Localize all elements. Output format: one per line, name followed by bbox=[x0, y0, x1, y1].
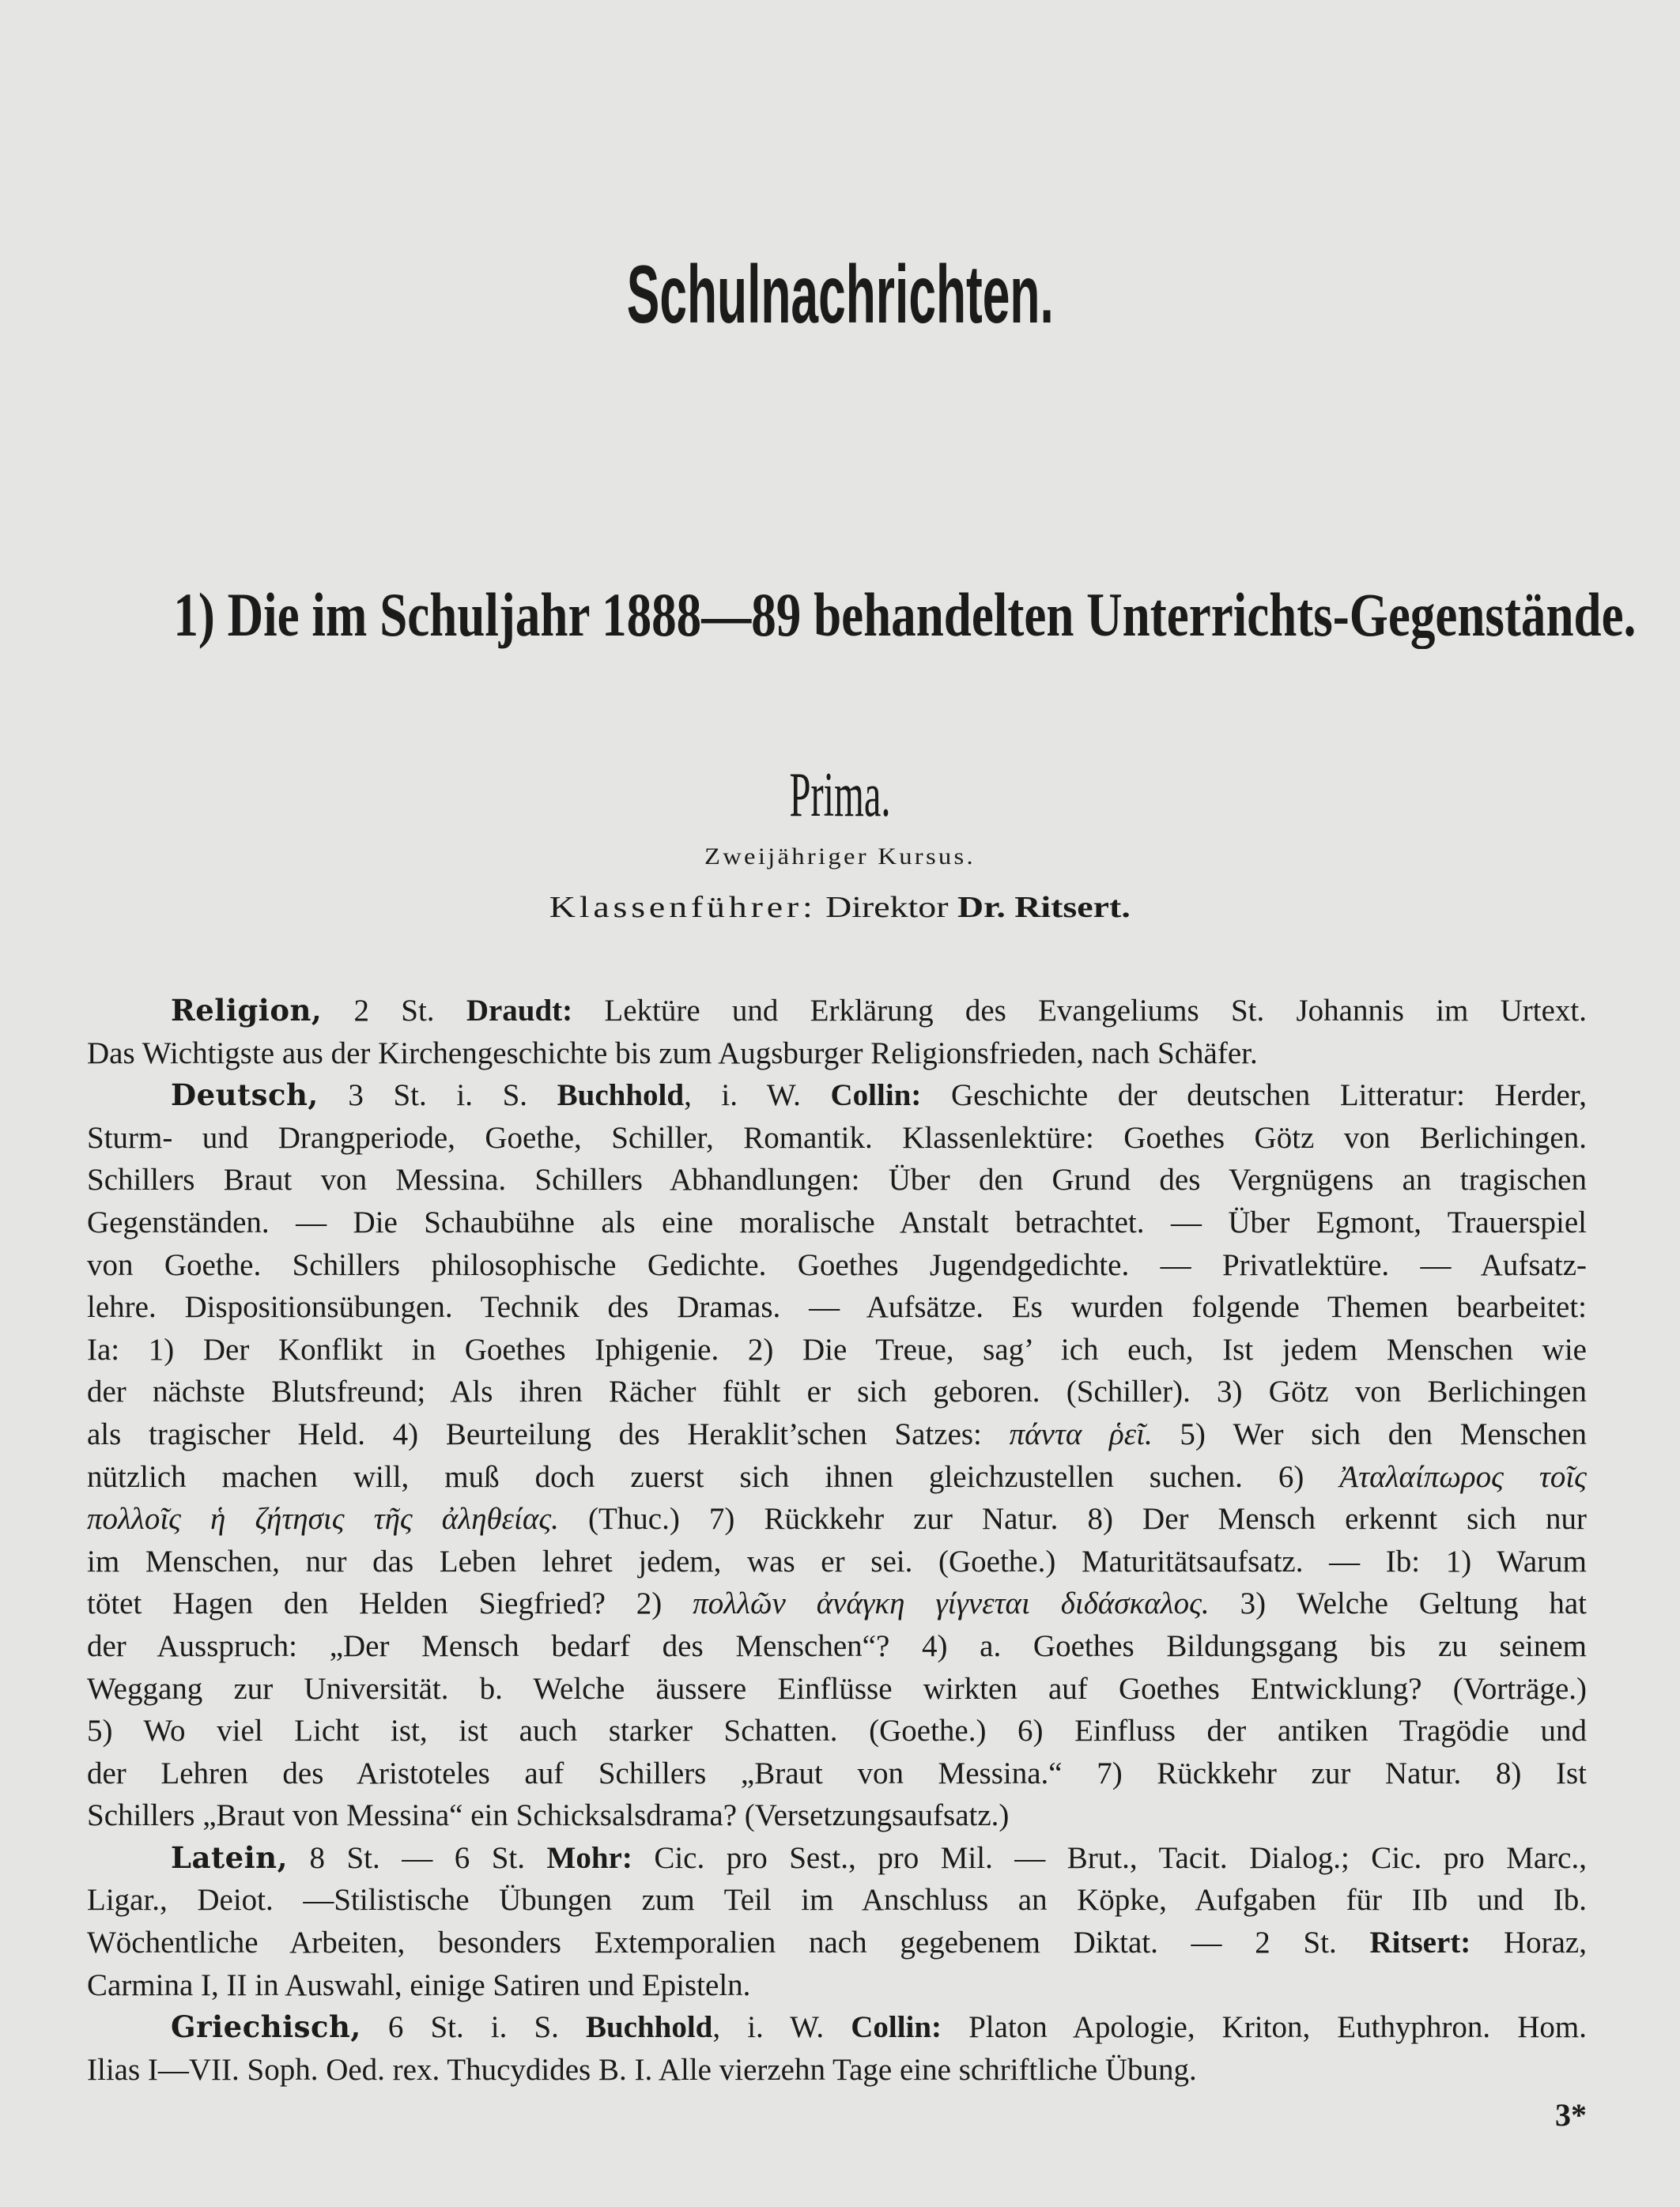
section-title: Schulnachrichten. bbox=[626, 249, 1054, 341]
text-run: tötet Hagen den Helden Siegfried? 2) bbox=[87, 1586, 693, 1621]
text-run: 3 St. i. S. bbox=[318, 1078, 557, 1113]
text-line bbox=[87, 1752, 1587, 1795]
teacher-name: Collin: bbox=[830, 1078, 922, 1113]
paragraph-griechisch bbox=[87, 2006, 1587, 2091]
class-leader-wrap bbox=[0, 888, 1680, 926]
course-line-wrap bbox=[0, 843, 1680, 871]
class-leader-label: Klassenführer: bbox=[549, 891, 817, 924]
class-heading: Prima. bbox=[789, 760, 891, 830]
subject-label: Griechisch, bbox=[171, 2009, 361, 2045]
subject-paragraphs bbox=[87, 990, 1587, 2091]
text-run: Das Wichtigste aus der Kirchengeschichte bis zum Augsburger Religionsfrieden, nach Schäfer. bbox=[87, 1036, 1258, 1070]
greek-quote: πολλῶν ἀνάγκη γίγνεται διδάσκαλος. bbox=[693, 1586, 1210, 1621]
text-line bbox=[87, 1329, 1587, 1371]
paragraph-religion bbox=[87, 990, 1587, 1074]
teacher-name: Buchhold bbox=[557, 1078, 685, 1113]
text-run: als tragischer Held. 4) Beurteilung des Heraklit’schen Satzes: bbox=[87, 1417, 1010, 1451]
text-run: 2 St. bbox=[322, 994, 466, 1028]
text-line bbox=[87, 1117, 1587, 1160]
text-line bbox=[87, 2006, 1587, 2049]
text-line bbox=[87, 1498, 1587, 1541]
text-line bbox=[87, 1837, 1587, 1880]
text-run: Gegenständen. — Die Schaubühne als eine moralische Anstalt betrachtet. — Über Egmont, Trauerspiel bbox=[87, 1205, 1587, 1239]
text-run: lehre. Dispositionsübungen. Technik des Dramas. — Aufsätze. Es wurden folgende Themen bearbeitet: bbox=[87, 1290, 1587, 1325]
text-run: Carmina I, II in Auswahl, einige Satiren und Episteln. bbox=[87, 1967, 751, 2002]
text-line bbox=[87, 1922, 1587, 1964]
text-run: Horaz, bbox=[1470, 1926, 1587, 1960]
subject-label: Deutsch, bbox=[171, 1077, 319, 1113]
text-line bbox=[87, 1583, 1587, 1625]
text-run: der Lehren des Aristoteles auf Schillers „Braut von Messina.“ 7) Rückkehr zur Natur. 8) Ist bbox=[87, 1756, 1587, 1790]
text-run: (Thuc.) 7) Rückkehr zur Natur. 8) Der Mensch erkennt sich nur bbox=[558, 1502, 1587, 1537]
text-run: , i. W. bbox=[712, 2010, 851, 2045]
teacher-name: Draudt: bbox=[466, 994, 573, 1028]
chapter-heading-wrap bbox=[0, 577, 1680, 653]
text-run: Lektüre und Erklärung des Evangeliums St. Johannis im Urtext. bbox=[572, 994, 1587, 1028]
page-number: 3* bbox=[1555, 2097, 1587, 2133]
text-run: , i. W. bbox=[684, 1078, 831, 1113]
text-run: 5) Wo viel Licht ist, ist auch starker Schatten. (Goethe.) 6) Einfluss der antiken Tragödie und bbox=[87, 1714, 1587, 1749]
text-run: 3) Welche Geltung hat bbox=[1209, 1586, 1588, 1621]
teacher-name: Collin: bbox=[851, 2010, 942, 2045]
text-line bbox=[87, 1244, 1587, 1287]
text-line bbox=[87, 2049, 1587, 2092]
paragraph-deutsch bbox=[87, 1074, 1587, 1837]
text-line bbox=[87, 1032, 1587, 1075]
text-run: Wöchentliche Arbeiten, besonders Extemporalien nach gegebenem Diktat. — 2 St. bbox=[87, 1926, 1370, 1960]
text-line bbox=[87, 1371, 1587, 1413]
chapter-heading: 1) Die im Schuljahr 1888—89 behandelten Unterrichts-Gegenstände. bbox=[173, 580, 1637, 649]
text-line bbox=[87, 1794, 1587, 1837]
greek-quote: πολλοῖς ἡ ζήτησις τῆς ἀληθείας. bbox=[87, 1502, 559, 1537]
text-run: Platon Apologie, Kriton, Euthyphron. Hom. bbox=[942, 2010, 1587, 2045]
teacher-name: Mohr: bbox=[546, 1840, 632, 1875]
text-line bbox=[87, 1159, 1587, 1202]
text-run: 8 St. — 6 St. bbox=[287, 1840, 547, 1875]
text-run: im Menschen, nur das Leben lehret jedem, was er sei. (Goethe.) Maturitätsaufsatz. — Ib: 1) Warum bbox=[87, 1544, 1587, 1579]
course-line: Zweijähriger Kursus. bbox=[704, 843, 976, 870]
teacher-name: Ritsert: bbox=[1369, 1926, 1471, 1960]
class-heading-wrap bbox=[0, 759, 1680, 832]
text-line bbox=[87, 1202, 1587, 1244]
text-run: nützlich machen will, muß doch zuerst sich ihnen gleichzustellen suchen. 6) bbox=[87, 1459, 1340, 1494]
text-line bbox=[87, 1625, 1587, 1668]
text-run: Geschichte der deutschen Litteratur: Herder, bbox=[921, 1078, 1587, 1113]
text-run: 5) Wer sich den Menschen bbox=[1152, 1417, 1588, 1451]
text-line bbox=[87, 990, 1587, 1032]
text-run: Weggang zur Universität. b. Welche äussere Einflüsse wirkten auf Goethes Entwicklung? (Vorträge.) bbox=[87, 1671, 1587, 1706]
class-leader-name: Dr. Ritsert. bbox=[957, 891, 1131, 924]
text-run: Ia: 1) Der Konflikt in Goethes Iphigenie. 2) Die Treue, sag’ ich euch, Ist jedem Menschen wie bbox=[87, 1332, 1587, 1367]
text-run: Ilias I—VII. Soph. Oed. rex. Thucydides B. I. Alle vierzehn Tage eine schriftliche Übung. bbox=[87, 2052, 1197, 2087]
text-run: Ligar., Deiot. —Stilistische Übungen zum Teil im Anschluss an Köpke, Aufgaben für IIb und Ib. bbox=[87, 1883, 1587, 1918]
greek-quote: πάντα ῥεῖ. bbox=[1009, 1417, 1153, 1451]
text-line bbox=[87, 1074, 1587, 1117]
class-leader-role: Direktor bbox=[825, 891, 949, 924]
subject-label: Latein, bbox=[171, 1839, 288, 1875]
class-leader-line bbox=[549, 888, 1131, 926]
text-line bbox=[87, 1456, 1587, 1499]
paragraph-latein bbox=[87, 1837, 1587, 2006]
text-run: von Goethe. Schillers philosophische Gedichte. Goethes Jugendgedichte. — Privatlektüre. — Aufsatz- bbox=[87, 1247, 1587, 1282]
text-run: Sturm- und Drangperiode, Goethe, Schiller, Romantik. Klassenlektüre: Goethes Götz von Berlichingen. bbox=[87, 1120, 1587, 1155]
text-run: 6 St. i. S. bbox=[361, 2010, 586, 2045]
text-line bbox=[87, 1541, 1587, 1583]
text-run: Cic. pro Sest., pro Mil. — Brut., Tacit. Dialog.; Cic. pro Marc., bbox=[632, 1840, 1587, 1875]
subject-label: Religion, bbox=[171, 993, 323, 1028]
text-line bbox=[87, 1710, 1587, 1752]
text-run: Schillers Braut von Messina. Schillers Abhandlungen: Über den Grund des Vergnügens an tragischen bbox=[87, 1163, 1587, 1198]
text-line bbox=[87, 1964, 1587, 2007]
text-line bbox=[87, 1413, 1587, 1456]
text-run: Schillers „Braut von Messina“ ein Schicksalsdrama? (Versetzungsaufsatz.) bbox=[87, 1798, 1010, 1833]
text-line bbox=[87, 1286, 1587, 1329]
text-run: der nächste Blutsfreund; Als ihren Rächer fühlt er sich geboren. (Schiller). 3) Götz von Berlichingen bbox=[87, 1375, 1587, 1409]
text-line bbox=[87, 1668, 1587, 1711]
text-run: der Ausspruch: „Der Mensch bedarf des Menschen“? 4) a. Goethes Bildungsgang bis zu seinem bbox=[87, 1628, 1587, 1663]
section-title-wrap bbox=[0, 249, 1680, 341]
text-line bbox=[87, 1879, 1587, 1922]
teacher-name: Buchhold bbox=[585, 2010, 713, 2045]
greek-quote: Ἀταλαίπωρος τοῖς bbox=[1339, 1459, 1587, 1494]
